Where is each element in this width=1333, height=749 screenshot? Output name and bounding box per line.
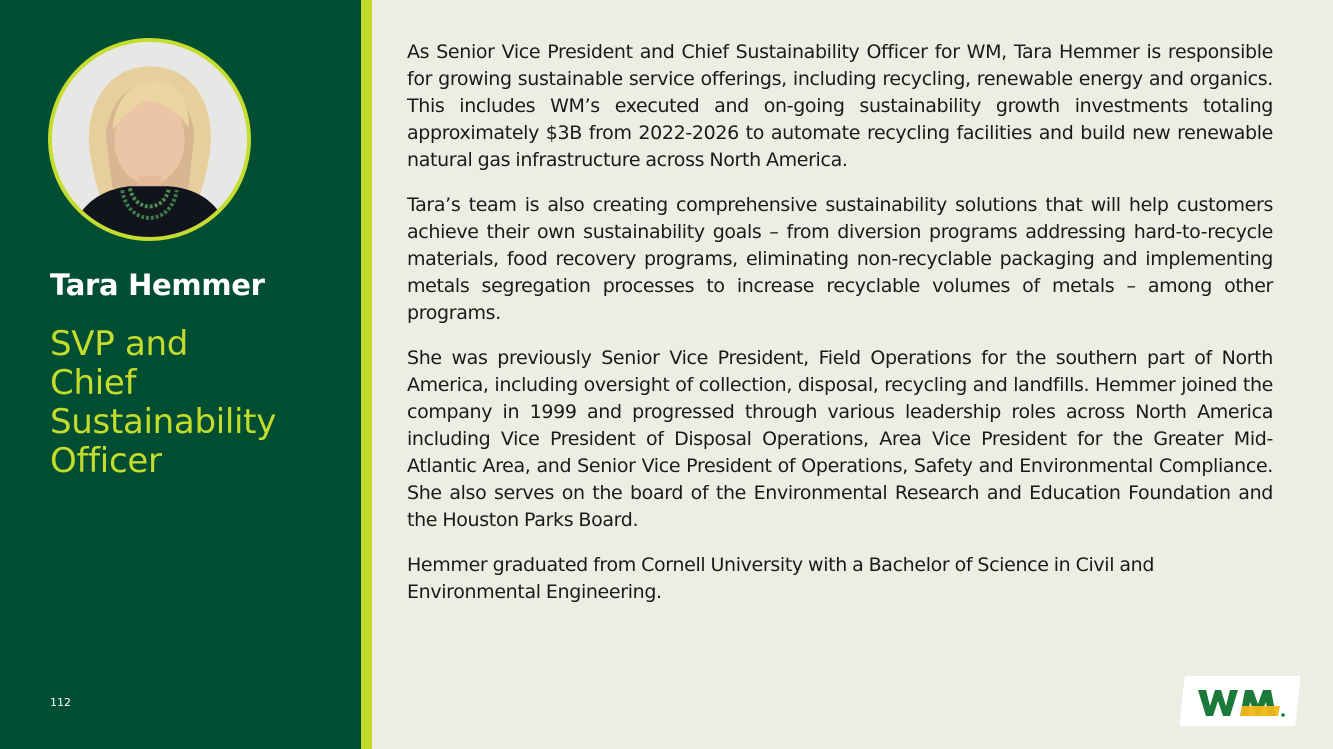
bio-paragraph: She was previously Senior Vice President, Field Operations for the southern part of North America, including oversight of collection, disposal, recycling and landfills. Hemmer joined the company in 1999 and progressed through various leadership roles across North America including Vice President of Disposal Operations, Area Vice President for the Greater Mid-Atlantic Area, and Senior Vice President of Operations, Safety and Environmental Compliance. She also serves on the board of the Environmental Research and Education Foundation and the Houston Parks Board. — [407, 347, 1273, 531]
accent-divider — [361, 0, 372, 749]
job-title-line: SVP and — [50, 324, 189, 364]
profile-photo — [48, 38, 251, 241]
person-name: Tara Hemmer — [50, 268, 265, 302]
page-number: 112 — [50, 696, 71, 709]
bio-paragraph: As Senior Vice President and Chief Sustainability Officer for WM, Tara Hemmer is responsible for growing sustainable service offerings, including recycling, renewable energy and organics. This includes WM’s executed and on-going sustainability growth investments totaling approximately $3B from 2022-2026 to automate recycling facilities and build new renewable natural gas infrastructure across North America. — [407, 41, 1273, 171]
bio-paragraph: Hemmer graduated from Cornell University with a Bachelor of Science in Civil and Environmental Engineering. — [407, 554, 1155, 603]
left-panel — [0, 0, 361, 749]
wm-logo-icon — [1192, 684, 1290, 720]
job-title-line: Officer — [50, 441, 162, 481]
wm-logo — [1192, 684, 1290, 720]
job-title-line: Chief — [50, 363, 137, 403]
job-title-line: Sustainability — [50, 402, 277, 442]
biography — [407, 39, 1273, 606]
bio-paragraph: Tara’s team is also creating comprehensive sustainability solutions that will help customers achieve their own sustainability goals – from diversion programs addressing hard-to-recycle materials, food recovery programs, eliminating non-recyclable packaging and implementing metals segregation processes to increase recyclable volumes of metals – among other programs. — [407, 194, 1273, 324]
portrait-illustration-icon — [52, 42, 247, 237]
